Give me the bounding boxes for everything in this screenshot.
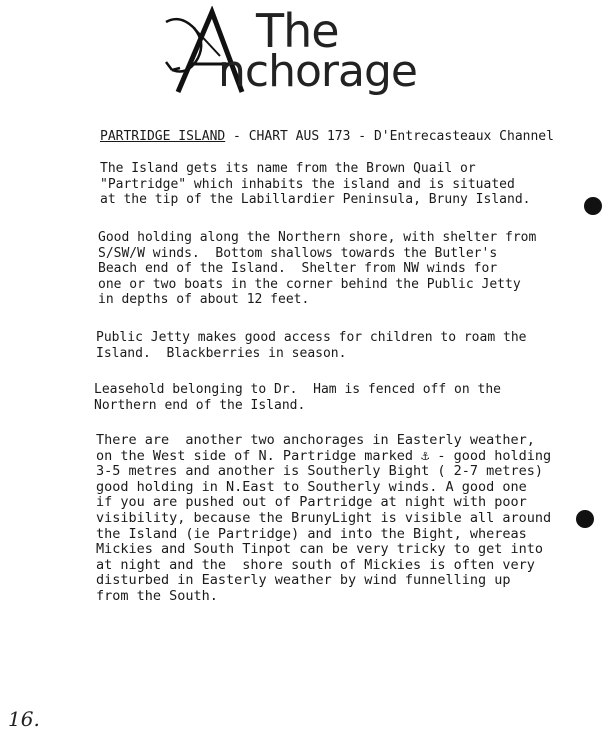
logo-anchorage-word: nchorage	[218, 46, 417, 97]
paragraph-public-jetty: Public Jetty makes good access for children to roam the Island. Blackberries in season.	[96, 330, 527, 361]
heading-place-name: PARTRIDGE ISLAND	[100, 129, 226, 144]
binder-hole-mark	[576, 510, 594, 528]
paragraph-easterly-anchorages: There are another two anchorages in Easterly weather, on the West side of N. Partridge marked ⚓ - good holding 3-5 metres and another is Southerly Bight ( 2-7 metres) good holding in N.East to Southerly winds. A good one if you are pushed out of Partridge at night with poor visibility, because the BrunyLight is visible all around the Island (ie Partridge) and into the Bight, whereas Mickies and South Tinpot can be very tricky to get into at night and the shore south of Mickies is often very disturbed in Easterly weather by wind funnelling up from the South.	[96, 432, 552, 604]
the-anchorage-logo	[160, 6, 450, 106]
paragraph-leasehold: Leasehold belonging to Dr. Ham is fenced off on the Northern end of the Island.	[94, 382, 501, 413]
paragraph-holding-shelter: Good holding along the Northern shore, with shelter from S/SW/W winds. Bottom shallows towards the Butler's Beach end of the Island. Shelter from NW winds for one or two boats in the corner behind the Public Jetty in depths of about 12 feet.	[98, 230, 537, 307]
binder-hole-mark	[584, 197, 602, 215]
page-number: 16.	[8, 707, 40, 731]
document-heading	[100, 129, 554, 145]
paragraph-island-name: The Island gets its name from the Brown Quail or "Partridge" which inhabits the island and is situated at the tip of the Labillardier Peninsula, Bruny Island.	[100, 161, 531, 207]
logo-the-word: The	[256, 4, 339, 58]
heading-chart-reference: - CHART AUS 173 - D'Entrecasteaux Channel	[225, 129, 554, 144]
